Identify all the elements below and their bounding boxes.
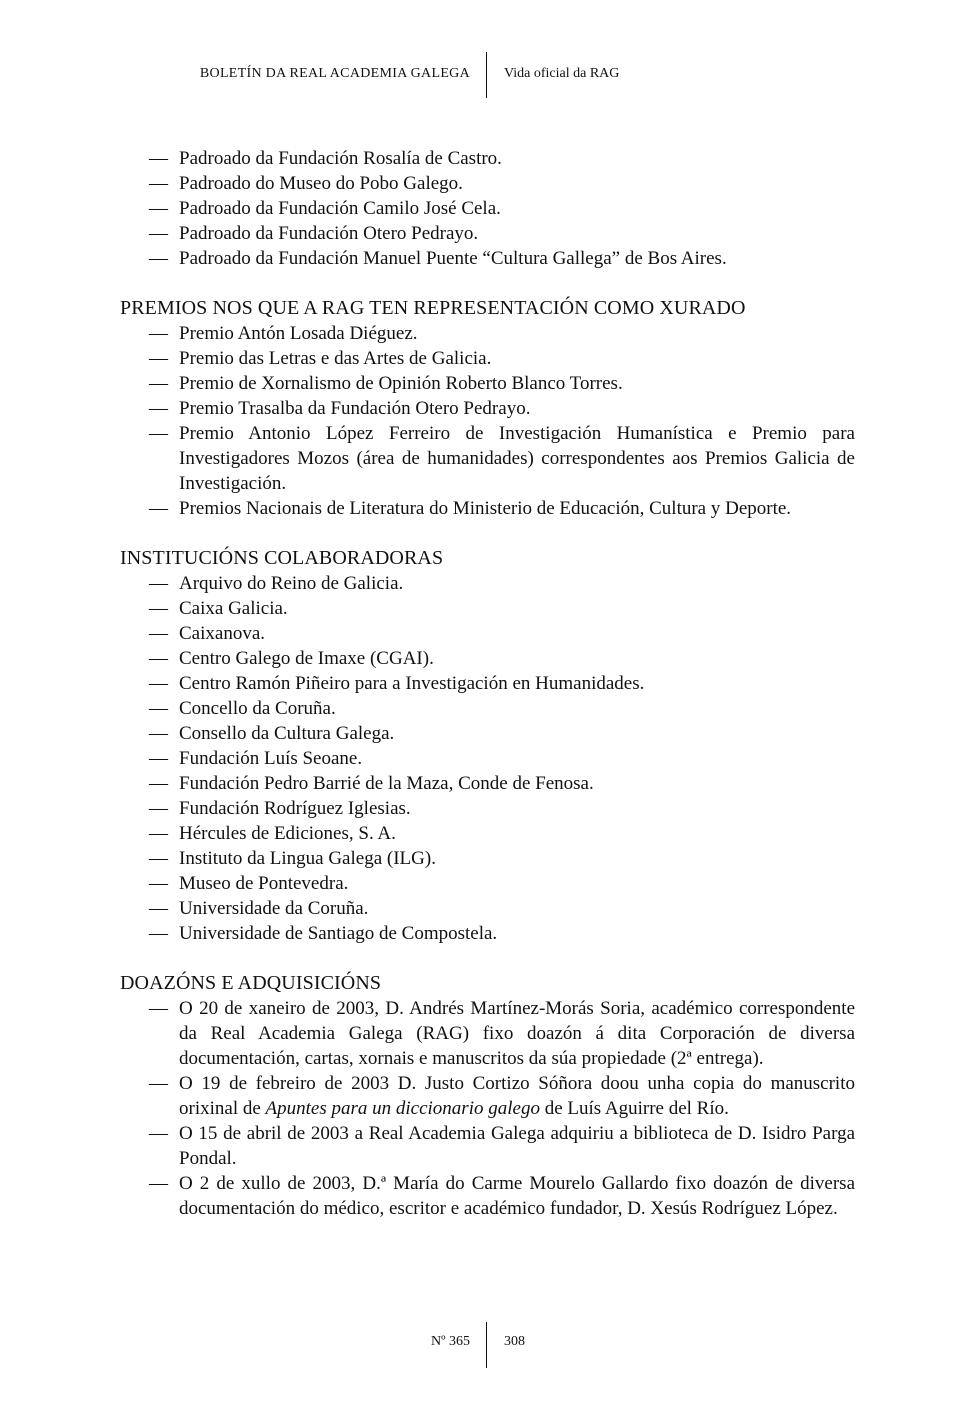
- dash: —: [149, 348, 168, 369]
- list-item: — Caixanova.: [149, 623, 266, 644]
- list-item: — Consello da Cultura Galega.: [149, 723, 395, 744]
- institutions-list: [120, 571, 855, 946]
- dash: —: [149, 698, 168, 719]
- list-item: — Caixa Galicia.: [149, 598, 288, 619]
- dash: —: [149, 223, 168, 244]
- dash: —: [149, 198, 168, 219]
- header-divider: [486, 52, 487, 98]
- list-item: — Premio das Letras e das Artes de Galicia.: [149, 348, 492, 369]
- dash: —: [149, 823, 168, 844]
- list-item: — Museo de Pontevedra.: [149, 873, 349, 894]
- dash: —: [149, 773, 168, 794]
- dash: —: [149, 1073, 168, 1094]
- list-item: — Premios Nacionais de Literatura do Ministerio de Educación, Cultura y Deporte.: [149, 498, 792, 519]
- dash: —: [149, 623, 168, 644]
- list-item: — Arquivo do Reino de Galicia.: [149, 573, 404, 594]
- list-item: — O 19 de febreiro de 2003 D. Justo Cortizo Sóñora doou unha copia do manuscrito orixinal de Apuntes para un diccionario galego de Luís Aguirre del Río.: [149, 1073, 855, 1119]
- list-item: — Padroado do Museo do Pobo Galego.: [149, 173, 463, 194]
- dash: —: [149, 923, 168, 944]
- dash: —: [149, 873, 168, 894]
- dash: —: [149, 423, 168, 444]
- dash: —: [149, 573, 168, 594]
- list-item: — Instituto da Lingua Galega (ILG).: [149, 848, 436, 869]
- list-item: — Hércules de Ediciones, S. A.: [149, 823, 396, 844]
- list-item: — Universidade da Coruña.: [149, 898, 369, 919]
- spacer: [120, 271, 855, 296]
- list-item: — Premio Antón Losada Diéguez.: [149, 323, 418, 344]
- list-item: — Centro Ramón Piñeiro para a Investigación en Humanidades.: [149, 673, 645, 694]
- dash: —: [149, 898, 168, 919]
- list-item: — Padroado da Fundación Camilo José Cela.: [149, 198, 501, 219]
- dash: —: [149, 723, 168, 744]
- dash: —: [149, 748, 168, 769]
- awards-list: [120, 321, 855, 521]
- patronage-list: [120, 146, 855, 271]
- dash: —: [149, 1173, 168, 1194]
- list-item: — Padroado da Fundación Otero Pedrayo.: [149, 223, 479, 244]
- page-number: 308: [504, 1334, 525, 1349]
- dash: —: [149, 798, 168, 819]
- dash: —: [149, 648, 168, 669]
- list-item: — Universidade de Santiago de Compostela.: [149, 923, 498, 944]
- institutions-heading: INSTITUCIÓNS COLABORADORAS: [120, 547, 444, 569]
- list-item: — O 15 de abril de 2003 a Real Academia Galega adquiriu a biblioteca de D. Isidro Parga Pondal.: [149, 1123, 855, 1169]
- running-header: [0, 52, 975, 98]
- list-item: — O 20 de xaneiro de 2003, D. Andrés Martínez-Morás Soria, académico correspondente da Real Academia Galega (RAG) fixo doazón á dita Corporación de diversa documentación, cartas, xornais e manuscritos da súa propiedade (2ª entrega).: [149, 998, 855, 1069]
- list-item: — Centro Galego de Imaxe (CGAI).: [149, 648, 434, 669]
- donations-list: [120, 996, 855, 1221]
- donations-heading: DOAZÓNS E ADQUISICIÓNS: [120, 972, 382, 994]
- list-item: — Premio Antonio López Ferreiro de Investigación Humanística e Premio para Investigadores Mozos (área de humanidades) correspondentes aos Premios Galicia de Investigación.: [149, 423, 855, 494]
- dash: —: [149, 673, 168, 694]
- list-item: — Padroado da Fundación Manuel Puente “Cultura Gallega” de Bos Aires.: [149, 248, 727, 269]
- list-item: — Fundación Pedro Barrié de la Maza, Conde de Fenosa.: [149, 773, 594, 794]
- list-item: — Premio de Xornalismo de Opinión Roberto Blanco Torres.: [149, 373, 623, 394]
- section-title: Vida oficial da RAG: [504, 66, 620, 81]
- dash: —: [149, 248, 168, 269]
- list-item: — Premio Trasalba da Fundación Otero Pedrayo.: [149, 398, 531, 419]
- page-body: [120, 146, 855, 1221]
- dash: —: [149, 373, 168, 394]
- dash: —: [149, 998, 168, 1019]
- running-footer: [0, 1322, 975, 1368]
- dash: —: [149, 173, 168, 194]
- dash: —: [149, 148, 168, 169]
- list-item: — Padroado da Fundación Rosalía de Castro.: [149, 148, 502, 169]
- spacer: [120, 521, 855, 546]
- dash: —: [149, 598, 168, 619]
- dash: —: [149, 398, 168, 419]
- list-item: — Fundación Rodríguez Iglesias.: [149, 798, 411, 819]
- footer-divider: [486, 1322, 487, 1368]
- dash: —: [149, 323, 168, 344]
- list-item: — Fundación Luís Seoane.: [149, 748, 363, 769]
- journal-title: BOLETÍN DA REAL ACADEMIA GALEGA: [199, 66, 470, 81]
- dash: —: [149, 498, 168, 519]
- list-item: — Concello da Coruña.: [149, 698, 336, 719]
- issue-number: Nº 365: [431, 1334, 470, 1349]
- dash: —: [149, 848, 168, 869]
- spacer: [120, 946, 855, 971]
- book-title: Apuntes para un diccionario galego: [265, 1098, 540, 1119]
- dash: —: [149, 1123, 168, 1144]
- list-item: — O 2 de xullo de 2003, D.ª María do Carme Mourelo Gallardo fixo doazón de diversa documentación do médico, escritor e académico fundador, D. Xesús Rodríguez López.: [149, 1173, 855, 1219]
- awards-heading: PREMIOS NOS QUE A RAG TEN REPRESENTACIÓN COMO XURADO: [120, 297, 746, 319]
